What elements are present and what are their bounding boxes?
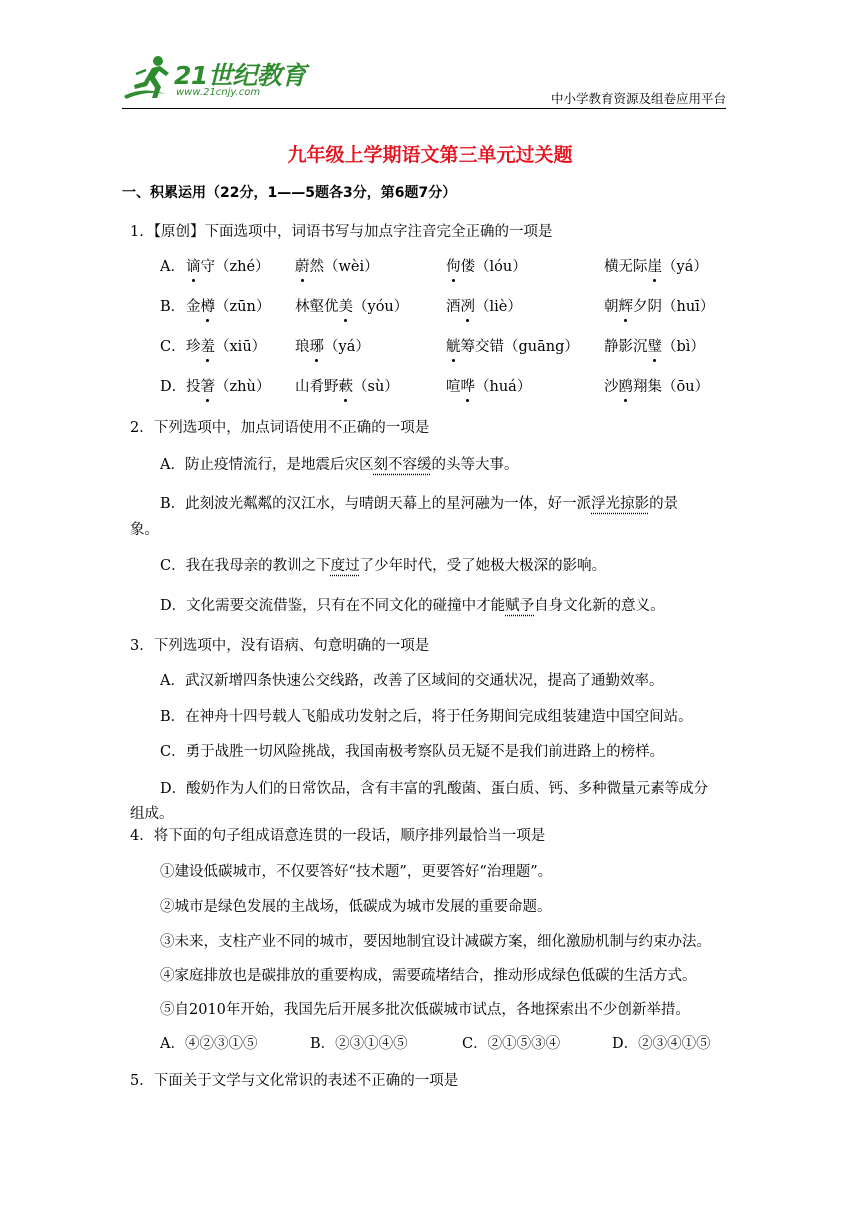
option-label: A． [160,259,185,275]
option-item: 谪守（zhé） [186,259,270,275]
option-item: 佝偻（lóu） [446,259,527,275]
option-item: 琅琊（yá） [295,339,370,355]
q2-option-d: D．文化需要交流借鉴，只有在不同文化的碰撞中才能赋予自身文化新的意义。 [160,598,665,614]
logo-url: www.21cnjy.com [176,87,261,98]
q4-option-d: D．②③④①⑤ [612,1036,711,1052]
option-item: 金樽（zūn） [186,299,271,315]
option-item: 林壑优美（yóu） [295,299,409,315]
q4-option-c: C．②①⑤③④ [462,1036,561,1052]
page-header [122,52,726,110]
dotted-word: 赋予 [505,598,535,614]
q3-option-d-cont: 组成。 [130,806,174,822]
q2-option-a: A．防止疫情流行，是地震后灾区刻不容缓的头等大事。 [160,457,519,473]
site-logo[interactable] [122,52,306,108]
q4-sentence-1: ①建设低碳城市，不仅要答好“技术题”，更要答好“治理题”。 [160,864,553,880]
q4-sentence-5: ⑤自2010年开始，我国先后开展多批次低碳城市试点，各地探索出不少创新举措。 [160,1002,690,1018]
header-divider [122,108,726,109]
question-4-stem: 4．将下面的句子组成语意连贯的一段话，顺序排列最恰当一项是 [130,828,546,844]
q4-option-b: B．②③①④⑤ [310,1036,408,1052]
header-tagline: 中小学教育资源及组卷应用平台 [550,91,726,106]
option-item: 觥筹交错（guāng） [446,339,579,355]
q4-sentence-4: ④家庭排放也是碳排放的重要构成，需要疏堵结合，推动形成绿色低碳的生活方式。 [160,968,697,984]
document-title: 九年级上学期语文第三单元过关题 [287,144,573,166]
q3-option-b: B．在神舟十四号载人飞船成功发射之后，将于任务期间完成组装建造中国空间站。 [160,709,693,725]
q2-option-b-cont: 象。 [130,522,159,538]
option-label: B． [160,299,186,315]
question-1-stem: 1．【原创】下面选项中，词语书写与加点字注音完全正确的一项是 [130,224,553,240]
option-item: 静影沉璧（bì） [604,339,705,355]
option-item: 山肴野蔌（sù） [295,379,399,395]
option-label: D． [160,379,187,395]
question-3-stem: 3．下列选项中，没有语病、句意明确的一项是 [130,638,430,654]
question-2-stem: 2．下列选项中，加点词语使用不正确的一项是 [130,420,430,436]
option-label: C． [160,339,186,355]
runner-logo-icon [122,52,178,104]
dotted-word: 刻不容缓 [373,457,432,473]
option-item: 喧哗（huá） [446,379,532,395]
q2-option-b: B．此刻波光粼粼的汉江水，与晴朗天幕上的星河融为一体，好一派浮光掠影的景 [160,496,679,512]
q3-option-c: C．勇于战胜一切风险挑战，我国南极考察队员无疑不是我们前进路上的榜样。 [160,744,665,760]
option-item: 朝辉夕阴（huī） [604,299,715,315]
q4-option-a: A．④②③①⑤ [160,1036,258,1052]
option-item: 投箸（zhù） [186,379,271,395]
option-item: 蔚然（wèi） [295,259,379,275]
q3-option-d: D．酸奶作为人们的日常饮品，含有丰富的乳酸菌、蛋白质、钙、多种微量元素等成分 [160,781,709,797]
q4-sentence-2: ②城市是绿色发展的主战场，低碳成为城市发展的重要命题。 [160,899,552,915]
question-5-stem: 5．下面关于文学与文化常识的表述不正确的一项是 [130,1073,459,1089]
section-heading: 一、积累运用（22分，1——5题各3分，第6题7分） [122,185,457,201]
dotted-word: 浮光掠影 [591,496,650,512]
q4-sentence-3: ③未来，支柱产业不同的城市，要因地制宜设计减碳方案，细化激励机制与约束办法。 [160,934,711,950]
dotted-word: 度过 [330,558,360,574]
option-item: 珍羞（xiū） [186,339,267,355]
logo-text: 21世纪教育 [174,61,306,90]
q2-option-c: C．我在我母亲的教训之下度过了少年时代，受了她极大极深的影响。 [160,558,607,574]
option-item: 沙鸥翔集（ōu） [604,379,710,395]
option-item: 酒冽（liè） [446,299,522,315]
q3-option-a: A．武汉新增四条快速公交线路，改善了区域间的交通状况，提高了通勤效率。 [160,673,664,689]
option-item: 横无际崖（yá） [604,259,708,275]
